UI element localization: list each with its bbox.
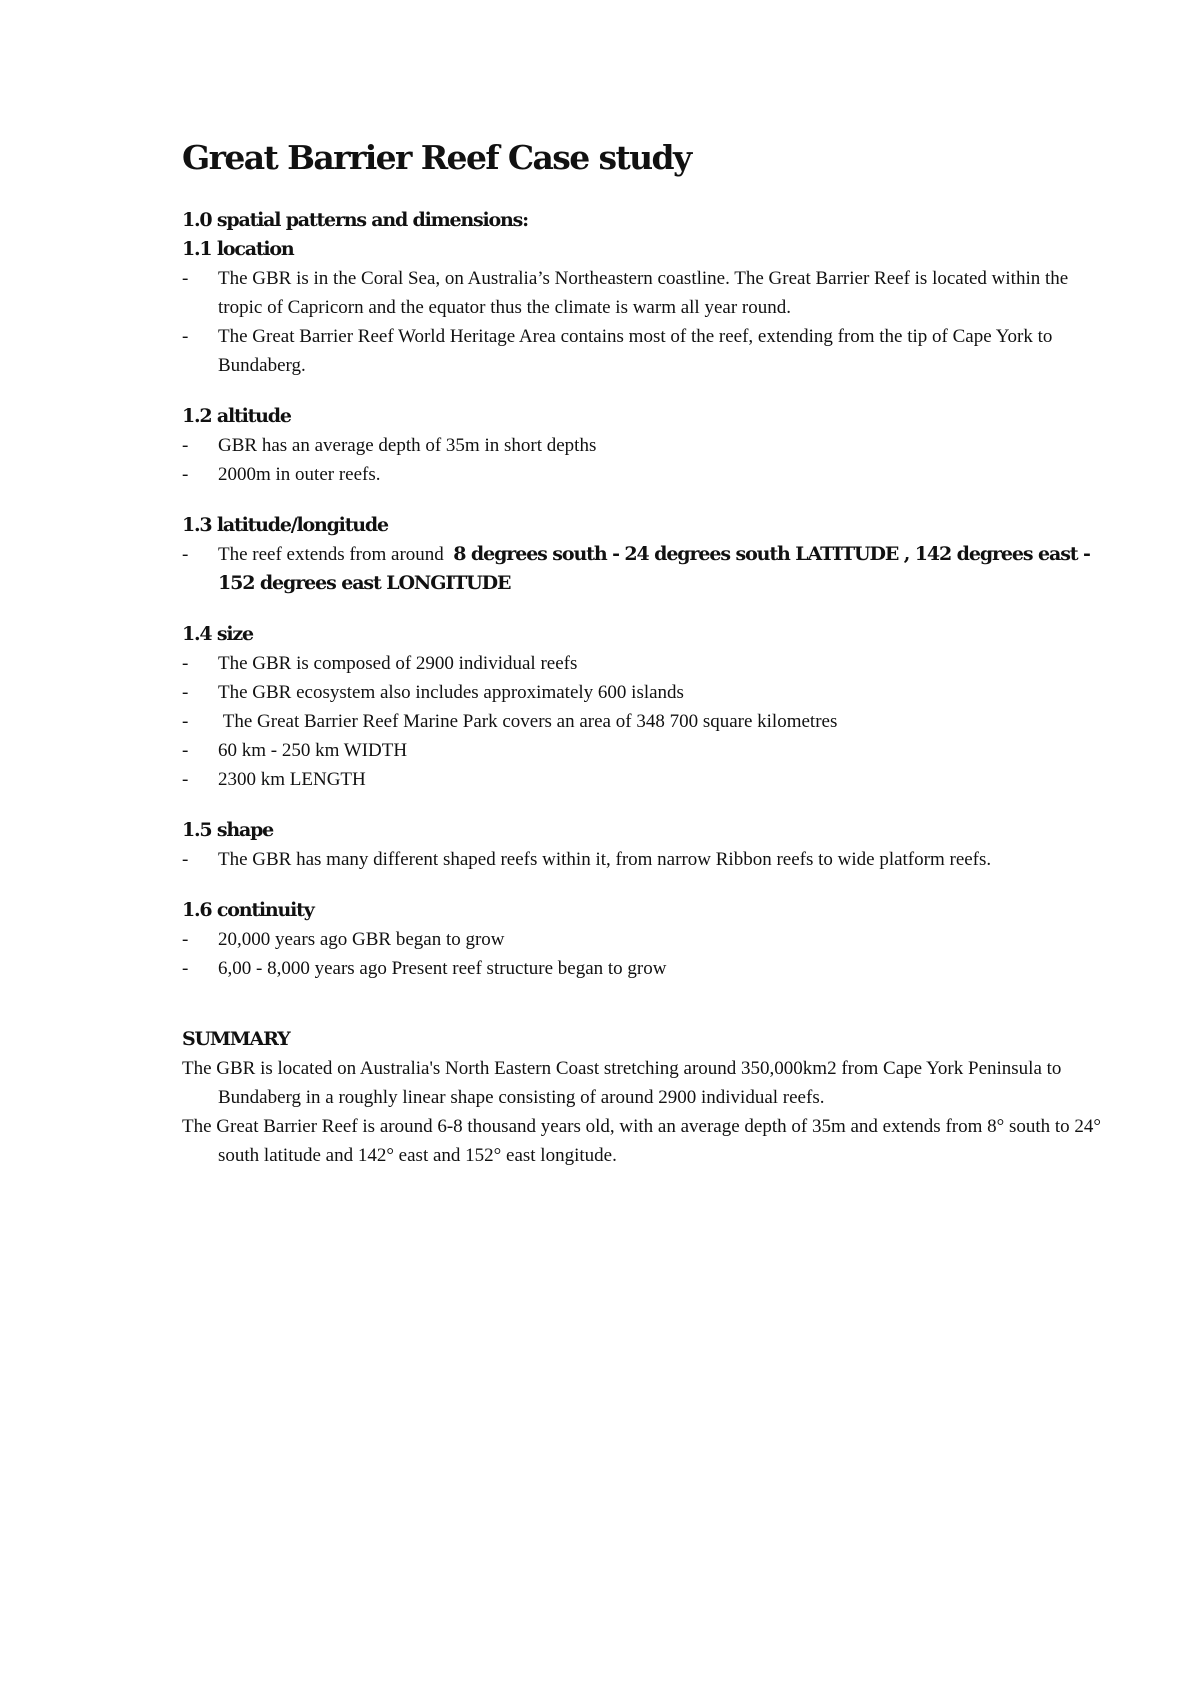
list-item xyxy=(182,649,1102,678)
summary-section xyxy=(182,1025,1102,1170)
list-item xyxy=(182,736,1102,765)
dash-marker: - xyxy=(182,848,189,870)
dash-marker: - xyxy=(182,463,189,485)
summary-paragraph: The GBR is located on Australia's North Eastern Coast stretching around 350,000km2 from Cape York Peninsula to Bundaberg in a roughly linear shape consisting of around 2900 individual reefs. xyxy=(182,1057,1062,1108)
list-item xyxy=(182,431,1102,460)
list-item-text: 6,00 - 8,000 years ago Present reef structure began to grow xyxy=(218,957,667,979)
list-item xyxy=(182,678,1102,707)
list-item xyxy=(182,765,1102,794)
dash-marker: - xyxy=(182,928,189,950)
section-heading-shape: 1.5 shape xyxy=(182,818,274,841)
list-item xyxy=(182,925,1102,954)
list-item-text: The GBR has many different shaped reefs within it, from narrow Ribbon reefs to wide platform reefs. xyxy=(218,848,992,870)
list-item-text: 60 km - 250 km WIDTH xyxy=(218,739,408,761)
list-item xyxy=(182,460,1102,489)
document-title: Great Barrier Reef Case study xyxy=(182,138,691,177)
list-item xyxy=(182,540,1102,598)
section-heading-location: 1.1 location xyxy=(182,237,294,260)
section-heading-altitude: 1.2 altitude xyxy=(182,404,291,427)
list-item-text: 2000m in outer reefs. xyxy=(218,463,381,485)
altitude-list xyxy=(182,431,1102,489)
list-item-text: 20,000 years ago GBR began to grow xyxy=(218,928,505,950)
section-location xyxy=(182,206,1102,380)
dash-marker: - xyxy=(182,325,189,347)
dash-marker: - xyxy=(182,957,189,979)
section-heading-continuity: 1.6 continuity xyxy=(182,898,314,921)
section-heading-spatial-patterns: 1.0 spatial patterns and dimensions: xyxy=(182,208,528,231)
list-item-text: The Great Barrier Reef World Heritage Area contains most of the reef, extending from the tip of Cape York to Bundaberg. xyxy=(218,325,1053,376)
section-latitude-longitude xyxy=(182,511,1102,598)
list-item-text: The GBR ecosystem also includes approximately 600 islands xyxy=(218,681,684,703)
dash-marker: - xyxy=(182,681,189,703)
list-item-text: GBR has an average depth of 35m in short depths xyxy=(218,434,597,456)
shape-list xyxy=(182,845,1102,874)
list-item-text: The reef extends from around xyxy=(218,543,444,565)
latitude-longitude-list xyxy=(182,540,1102,598)
section-shape xyxy=(182,816,1102,874)
summary-heading: SUMMARY xyxy=(182,1027,290,1050)
section-continuity xyxy=(182,896,1102,983)
dash-marker: - xyxy=(182,710,189,732)
list-item-text: The GBR is in the Coral Sea, on Australia’s Northeastern coastline. The Great Barrier Reef is located within the tropic of Capricorn and the equator thus the climate is warm all year round. xyxy=(218,267,1069,318)
document-page xyxy=(182,138,1102,1170)
list-item xyxy=(182,954,1102,983)
summary-paragraph: The Great Barrier Reef is around 6-8 thousand years old, with an average depth of 35m and extends from 8° south to 24° south latitude and 142° east and 152° east longitude. xyxy=(182,1115,1102,1166)
dash-marker: - xyxy=(182,768,189,790)
section-heading-size: 1.4 size xyxy=(182,622,253,645)
dash-marker: - xyxy=(182,739,189,761)
list-item xyxy=(182,845,1102,874)
list-item xyxy=(182,264,1102,322)
section-heading-latitude-longitude: 1.3 latitude/longitude xyxy=(182,513,388,536)
coordinates-bold-text: 8 degrees south - 24 degrees south LATITUDE , 142 degrees east - 152 degrees east LONGITUDE xyxy=(218,542,1090,594)
dash-marker: - xyxy=(182,267,189,289)
list-item-text: The GBR is composed of 2900 individual reefs xyxy=(218,652,578,674)
list-item xyxy=(182,322,1102,380)
location-list xyxy=(182,264,1102,380)
list-item xyxy=(182,707,1102,736)
dash-marker: - xyxy=(182,543,189,565)
dash-marker: - xyxy=(182,652,189,674)
continuity-list xyxy=(182,925,1102,983)
section-altitude xyxy=(182,402,1102,489)
section-size xyxy=(182,620,1102,794)
size-list xyxy=(182,649,1102,794)
list-item-text: The Great Barrier Reef Marine Park covers an area of 348 700 square kilometres xyxy=(218,710,838,732)
dash-marker: - xyxy=(182,434,189,456)
list-item-text: 2300 km LENGTH xyxy=(218,768,366,790)
